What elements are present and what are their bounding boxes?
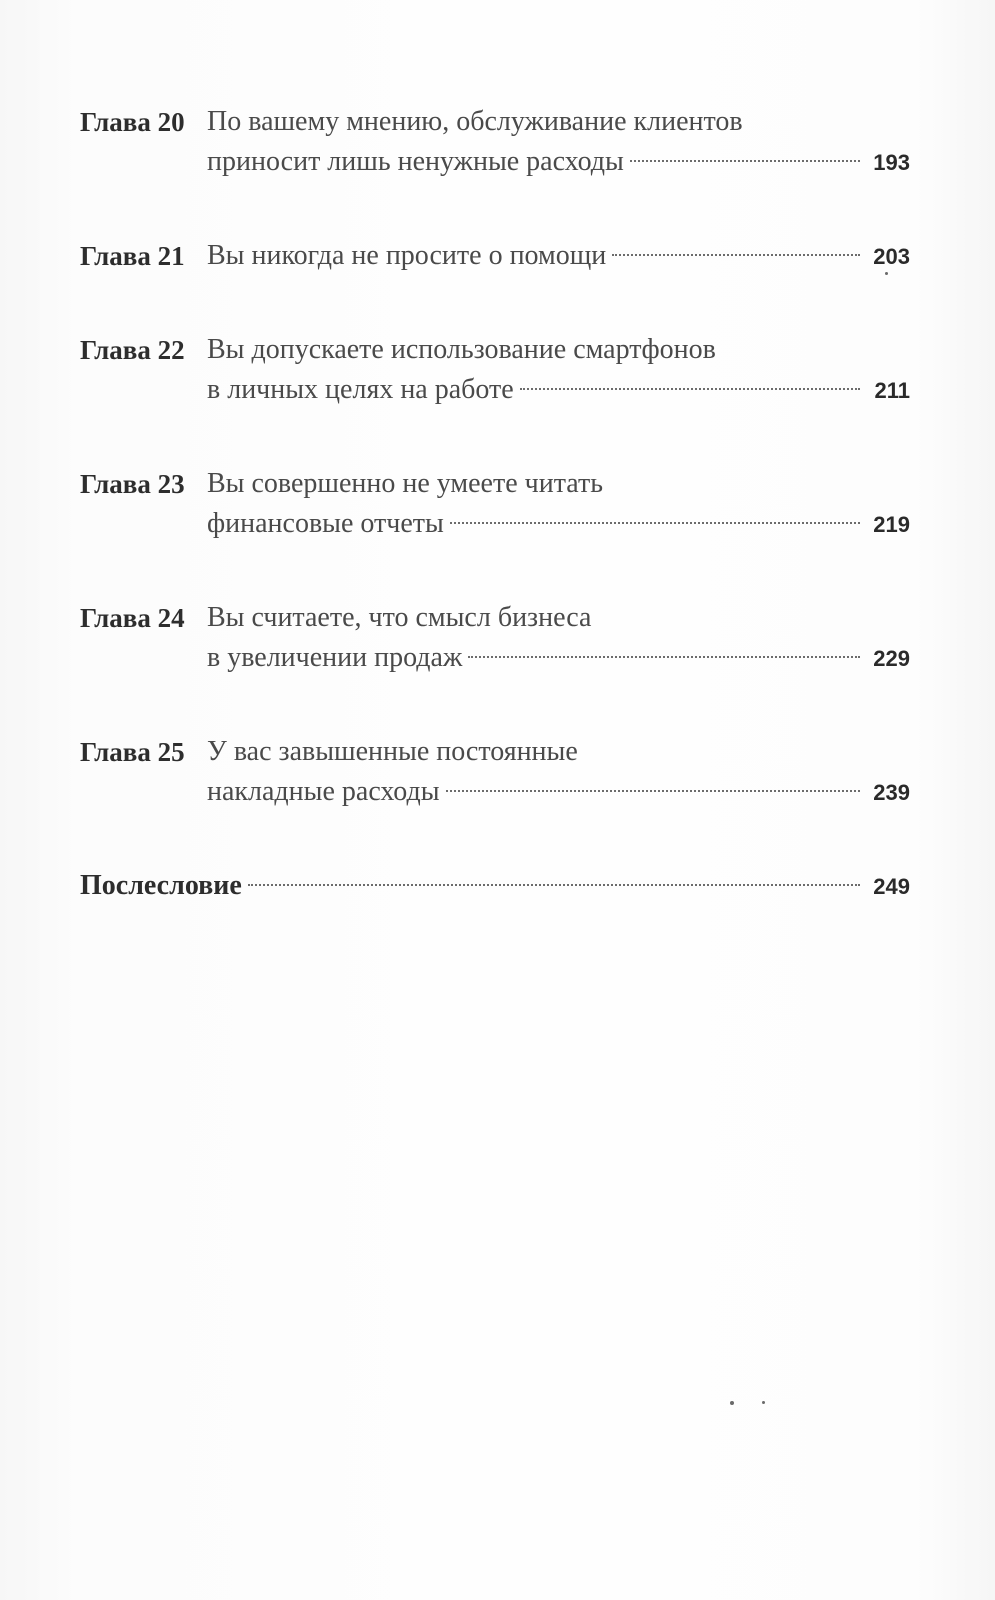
page-number: 219 <box>873 512 910 537</box>
dot-leader <box>446 790 860 792</box>
title-line: в увеличении продаж <box>207 642 463 673</box>
chapter-label: Глава 20 <box>80 107 185 137</box>
title-line: в личных целях на работе <box>207 374 514 405</box>
title-last-line <box>207 236 910 277</box>
print-speck <box>762 1401 765 1404</box>
chapter-label: Глава 25 <box>80 737 185 767</box>
chapter-label: Глава 24 <box>80 603 185 633</box>
print-speck <box>730 1401 734 1405</box>
title-last-line <box>207 142 910 183</box>
entry-title <box>207 464 910 545</box>
toc-entry-chapter-24 <box>80 598 910 679</box>
toc-entry-afterword <box>80 866 910 907</box>
dot-leader <box>520 388 860 390</box>
toc-entry-chapter-21 <box>80 236 910 277</box>
page-number: 193 <box>873 150 910 175</box>
title-line: финансовые отчеты <box>207 508 444 539</box>
entry-title <box>207 236 910 277</box>
page-number: 211 <box>874 378 910 403</box>
title-line: Вы совершенно не умеете читать <box>207 468 603 499</box>
toc-entry-chapter-20 <box>80 102 910 183</box>
toc-entry-chapter-23 <box>80 464 910 545</box>
dot-leader <box>630 160 860 162</box>
title-line: По вашему мнению, обслуживание клиентов <box>207 106 743 137</box>
title-line: Вы никогда не просите о помощи <box>207 240 607 271</box>
title-last-line <box>207 638 910 679</box>
title-line: У вас завышенные постоянные <box>207 736 578 767</box>
entry-title <box>207 732 910 813</box>
print-speck <box>885 272 888 275</box>
chapter-label: Глава 22 <box>80 335 185 365</box>
page-number: 229 <box>873 646 910 671</box>
entry-title <box>207 598 910 679</box>
toc-entry-chapter-25 <box>80 732 910 813</box>
title-last-line <box>207 504 910 545</box>
dot-leader <box>468 656 860 658</box>
toc-entry-chapter-22 <box>80 330 910 411</box>
dot-leader <box>612 254 860 256</box>
page-number: 239 <box>873 780 910 805</box>
title-line: накладные расходы <box>207 776 440 807</box>
title-last-line <box>207 370 910 411</box>
chapter-label: Глава 21 <box>80 241 185 271</box>
title-line: Вы считаете, что смысл бизнеса <box>207 602 592 633</box>
dot-leader <box>450 522 860 524</box>
title-line: приносит лишь ненужные расходы <box>207 146 624 177</box>
title-last-line <box>207 772 910 813</box>
entry-title <box>207 330 910 411</box>
table-of-contents <box>80 102 910 907</box>
afterword-title: Послесловие <box>80 870 242 901</box>
chapter-label: Глава 23 <box>80 469 185 499</box>
title-line: Вы допускаете использование смартфонов <box>207 334 716 365</box>
page-number: 249 <box>873 874 910 899</box>
page-number: 203 <box>873 244 910 269</box>
entry-title <box>207 102 910 183</box>
dot-leader <box>248 884 860 886</box>
